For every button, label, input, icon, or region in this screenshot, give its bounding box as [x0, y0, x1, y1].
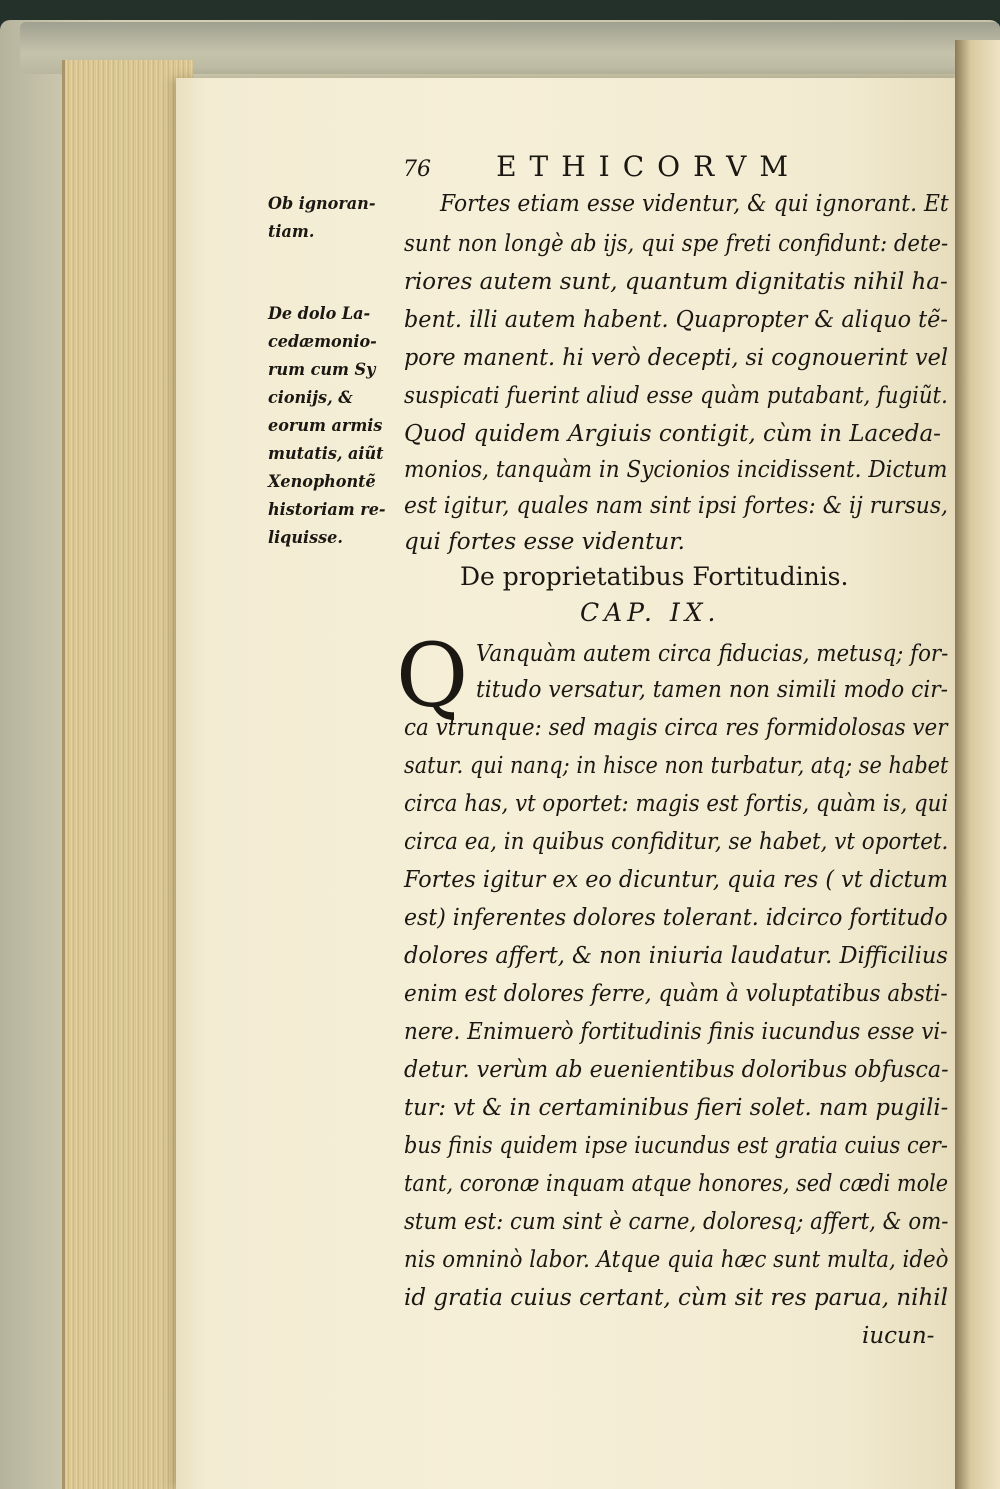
text-line: enim est dolores ferre, quàm à voluptatibus absti-: [404, 981, 948, 1007]
text-line: nis omninò labor. Atque quia hæc sunt multa, ideò: [404, 1247, 949, 1273]
text-line: sunt non longè ab ijs, qui spe freti confidunt: dete-: [404, 231, 949, 257]
drop-cap: Q: [396, 624, 469, 727]
page-block-edges: [62, 60, 193, 1489]
text-line: nere. Enimuerò fortitudinis finis iucundus esse vi-: [404, 1019, 948, 1045]
chapter-title: De proprietatibus Fortitudinis.: [460, 562, 849, 591]
facing-page-edge: [955, 40, 1000, 1489]
text-line: detur. verùm ab euenientibus doloribus obfusca-: [404, 1057, 949, 1083]
text-line: riores autem sunt, quantum dignitatis nihil ha-: [404, 269, 948, 295]
text-line: est igitur, quales nam sint ipsi fortes: & ij rursus,: [404, 493, 948, 519]
margin-note-lacedaemonians: De dolo La- cedæmonio- rum cum Sy cionijs, & eorum armis mutatis, aiũt Xenophontẽ historiam re- liquisse.: [268, 304, 386, 547]
page-header: [403, 150, 801, 183]
text-line: est) inferentes dolores tolerant. idcirco fortitudo: [404, 905, 948, 931]
text-line: Fortes etiam esse videntur, & qui ignorant. Et: [440, 191, 949, 217]
text-line: ca vtrunque: sed magis circa res formidolosas ver: [404, 715, 948, 741]
text-line: dolores affert, & non iniuria laudatur. Difficilius: [404, 943, 948, 969]
margin-note-ignorance: Ob ignoran- tiam.: [268, 194, 376, 241]
text-line: bent. illi autem habent. Quapropter & aliquo tẽ-: [404, 307, 948, 333]
text-line: tur: vt & in certaminibus fieri solet. nam pugili-: [404, 1095, 949, 1121]
chapter-number: CAP. IX.: [580, 598, 721, 627]
text-line: id gratia cuius certant, cùm sit res parua, nihil: [404, 1285, 948, 1311]
text-line: qui fortes esse videntur.: [404, 529, 685, 555]
text-line: pore manent. hi verò decepti, si cognouerint vel: [404, 345, 948, 371]
text-line: monios, tanquàm in Sycionios incidissent. Dictum: [404, 457, 948, 483]
text-line: tant, coronæ inquam atque honores, sed cædi mole: [404, 1171, 949, 1197]
text-line: satur. qui nanq; in hisce non turbatur, atq; se habet: [404, 753, 949, 779]
text-line: circa ea, in quibus confiditur, se habet, vt oportet.: [404, 829, 949, 855]
text-line: Vanquàm autem circa fiducias, metusq; for-: [476, 641, 949, 667]
folio-number: 76: [403, 157, 431, 182]
text-line: Fortes igitur ex eo dicuntur, quia res ( vt dictum: [404, 867, 949, 893]
text-line: circa has, vt oportet: magis est fortis, quàm is, qui: [404, 791, 949, 817]
text-line: Quod quidem Argiuis contigit, cùm in Laceda-: [404, 421, 941, 447]
text-line: suspicati fuerint aliud esse quàm putabant, fugiũt.: [404, 383, 948, 409]
catchword: iucun-: [862, 1323, 935, 1349]
running-head: ETHICORVM: [496, 150, 802, 183]
text-line: stum est: cum sint è carne, doloresq; affert, & om-: [404, 1209, 949, 1235]
text-line: titudo versatur, tamen non simili modo cir-: [476, 677, 949, 703]
text-line: bus finis quidem ipse iucundus est gratia cuius cer-: [404, 1133, 948, 1159]
